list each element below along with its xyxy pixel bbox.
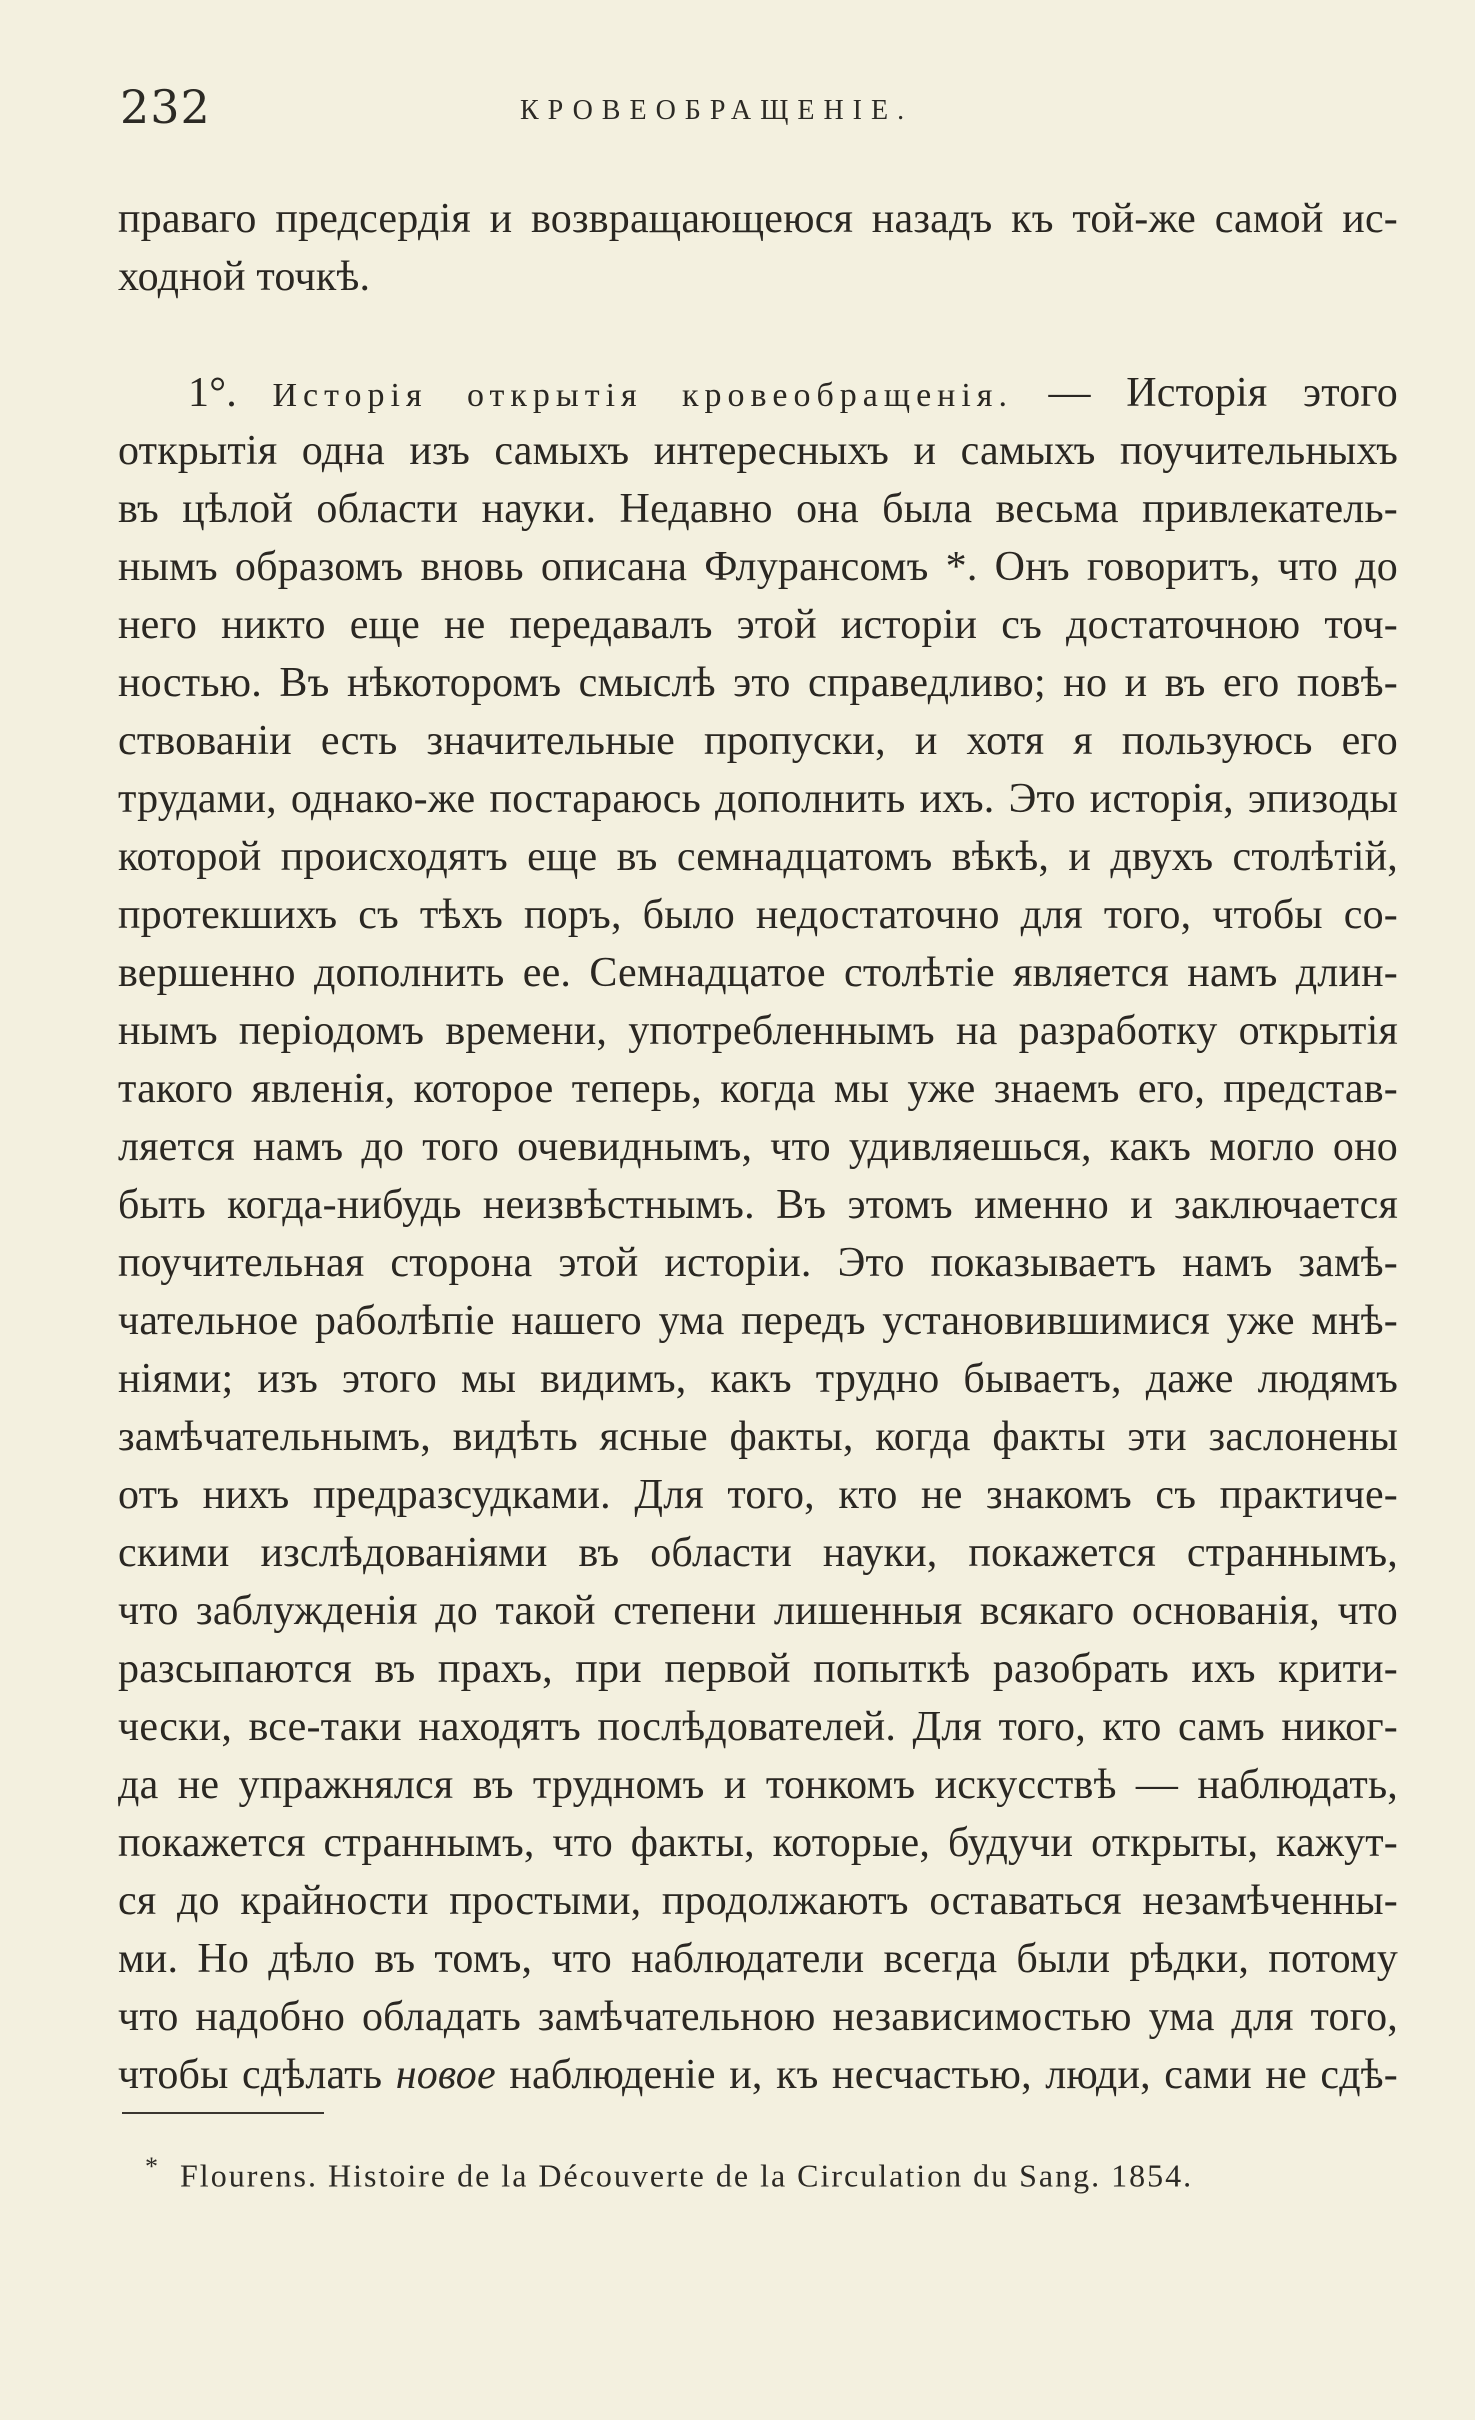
text-line: ходной точкѣ. — [118, 254, 371, 300]
text-line: отъ нихъ предразсудками. Для того, кто не знакомъ съ практиче- — [118, 1472, 1398, 1518]
text-line: что надобно обладать замѣчательною независимостью ума для того, — [118, 1994, 1398, 2040]
text-line: въ цѣлой области науки. Недавно она была весьма привлекатель- — [118, 486, 1398, 532]
text-line: быть когда-нибудь неизвѣстнымъ. Въ этомъ именно и заключается — [118, 1182, 1398, 1228]
text-line: ми. Но дѣло въ томъ, что наблюдатели всегда были рѣдки, потому — [118, 1936, 1398, 1982]
footnote — [145, 2152, 1193, 2195]
text-line: трудами, однако-же постараюсь дополнить ихъ. Это исторія, эпизоды — [118, 776, 1398, 822]
text-line: чески, все-таки находятъ послѣдователей. Для того, кто самъ никог- — [118, 1704, 1398, 1750]
text-line: разсыпаются въ прахъ, при первой попыткѣ разобрать ихъ крити- — [118, 1646, 1398, 1692]
text-line: ляется намъ до того очевиднымъ, что удивляешься, какъ могло оно — [118, 1124, 1398, 1170]
text-line: что заблужденія до такой степени лишенныя всякаго основанія, что — [118, 1588, 1398, 1634]
text-line-with-italic — [118, 2046, 1398, 2104]
footnote-mark: * — [145, 2152, 160, 2181]
text-line: да не упражнялся въ трудномъ и тонкомъ искусствѣ — наблюдать, — [118, 1762, 1398, 1808]
italic-word: новое — [395, 2052, 496, 2098]
text-line: праваго предсердія и возвращающеюся назадъ къ той-же самой ис- — [118, 196, 1398, 242]
text-line: поучительная сторона этой исторіи. Это показываетъ намъ замѣ- — [118, 1240, 1398, 1286]
text-line: которой происходятъ еще въ семнадцатомъ вѣкѣ, и двухъ столѣтій, — [118, 834, 1398, 880]
text-segment: чтобы сдѣлать — [118, 2052, 383, 2098]
text-line: него никто еще не передавалъ этой исторіи съ достаточною точ- — [118, 602, 1398, 648]
section-heading: Исторія открытія кровеобращенія. — [272, 377, 1013, 414]
text-line: нымъ образомъ вновь описана Флурансомъ *. Онъ говоритъ, что до — [118, 544, 1398, 590]
text-line: такого явленія, которое теперь, когда мы уже знаемъ его, представ- — [118, 1066, 1398, 1112]
footnote-text: Flourens. Histoire de la Découverte de la Circulation du Sang. 1854. — [180, 2157, 1194, 2194]
section-heading-continuation: — Исторія этого — [1048, 370, 1398, 416]
page-number: 232 — [120, 80, 211, 134]
text-line: ся до крайности простыми, продолжаютъ оставаться незамѣченны- — [118, 1878, 1398, 1924]
text-line: чательное раболѣпіе нашего ума передъ установившимися уже мнѣ- — [118, 1298, 1398, 1344]
text-line: покажется страннымъ, что факты, которые, будучи открыты, кажут- — [118, 1820, 1398, 1866]
section-heading-line — [118, 364, 1398, 422]
text-line: замѣчательнымъ, видѣть ясные факты, когда факты эти заслонены — [118, 1414, 1398, 1460]
text-segment: наблюденіе и, къ несчастью, люди, сами не сдѣ- — [509, 2052, 1398, 2098]
section-number: 1°. — [188, 370, 237, 416]
running-head: КРОВЕОБРАЩЕНІЕ. — [520, 95, 914, 126]
text-line: скими изслѣдованіями въ области науки, покажется страннымъ, — [118, 1530, 1398, 1576]
text-line: нымъ періодомъ времени, употребленнымъ на разработку открытія — [118, 1008, 1398, 1054]
text-line: ствованіи есть значительные пропуски, и хотя я пользуюсь его — [118, 718, 1398, 764]
text-line: открытія одна изъ самыхъ интересныхъ и самыхъ поучительныхъ — [118, 428, 1398, 474]
footnote-rule — [122, 2112, 324, 2114]
page-body — [118, 190, 1398, 2104]
paragraph-gap — [118, 306, 1398, 364]
text-line: вершенно дополнить ее. Семнадцатое столѣтіе является намъ длин- — [118, 950, 1398, 996]
text-line: протекшихъ съ тѣхъ поръ, было недостаточно для того, чтобы со- — [118, 892, 1398, 938]
text-line: ностью. Въ нѣкоторомъ смыслѣ это справедливо; но и въ его повѣ- — [118, 660, 1398, 706]
text-line: ніями; изъ этого мы видимъ, какъ трудно бываетъ, даже людямъ — [118, 1356, 1398, 1402]
